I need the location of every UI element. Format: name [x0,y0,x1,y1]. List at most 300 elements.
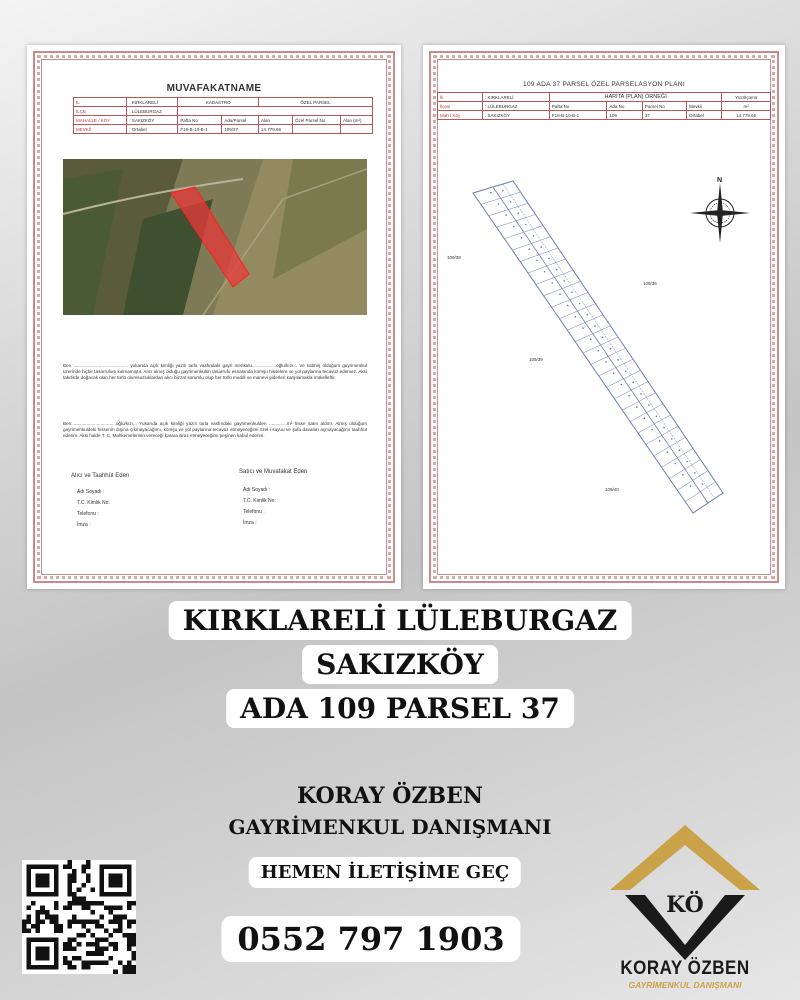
subdivision-line [646,426,678,444]
subdivision-marker [682,474,684,476]
parcel-subdivision-numbers [490,190,703,487]
subdivision-marker [575,316,577,318]
value-alan: 14.779,65 [259,125,293,134]
plan-label-neighbor-southeast: 109/40 [605,487,619,492]
qr-module [95,924,100,929]
qr-module [45,915,50,920]
qr-module [90,910,95,915]
subdivision-marker [533,235,535,237]
qr-module [81,965,86,970]
qr-module [68,947,73,952]
qr-module [77,896,82,901]
qr-module [49,915,54,920]
qr-module [54,915,59,920]
qr-module [127,919,132,924]
cadastre-table [73,97,373,134]
qr-module [104,928,109,933]
label-mahalle: MAHALLE / KÖY [74,116,127,125]
qr-module [77,956,82,961]
subdivision-line [638,415,671,433]
value-il: : KIRKLARELİ [127,98,178,107]
qr-module [131,969,136,974]
subdivision-marker [621,384,623,386]
qr-module [63,947,68,952]
buyer-name-field: Adı Soyadı : [77,489,105,495]
value-ada: 109 [607,111,643,120]
subdivision-line [481,192,521,204]
qr-module [86,928,91,933]
qr-module [36,915,41,920]
subdivision-line [575,326,610,342]
qr-module [131,942,136,947]
document-inner-border [41,59,387,575]
qr-module [86,951,91,956]
qr-module [90,887,95,892]
qr-module [118,919,123,924]
qr-module [86,965,91,970]
qr-module [63,865,68,870]
subdivision-marker [667,451,669,453]
subdivision-line [669,460,700,479]
value-pafta: F18-B-10-B-1 [549,111,607,120]
subdivision-marker [505,214,507,216]
subdivision-marker [548,258,550,260]
value-ilce: : LÜLEBURGAZ [127,107,178,116]
qr-module [49,919,54,924]
subdivision-line [528,259,566,273]
qr-module [72,892,77,897]
qr-module [72,874,77,879]
logo-tagline: GAYRİMENKUL DANIŞMANI [628,980,742,990]
aerial-photo [63,159,367,315]
qr-module [77,901,82,906]
qr-module [68,901,73,906]
qr-module [109,910,114,915]
muvafakatname-document [27,45,401,589]
location-banner-line1: KIRKLARELİ LÜLEBURGAZ [169,601,632,640]
subdivision-marker [594,325,596,327]
qr-module [90,933,95,938]
value-ada-parsel: 109/37 [222,125,259,134]
qr-module [109,933,114,938]
subdivision-marker [628,395,630,397]
logo-mark-icon [600,820,770,960]
qr-module [72,938,77,943]
qr-module [113,906,118,911]
subdivision-marker [648,404,650,406]
subdivision-line [544,281,581,296]
subdivision-line [497,214,536,227]
header-pafta: Pafta No [549,102,607,111]
header-harita: HARİTA (PLAN) ÖRNEĞİ [549,93,722,102]
subdivision-marker [567,305,569,307]
qr-module [127,924,132,929]
subdivision-marker [587,314,589,316]
qr-module [68,883,73,888]
qr-module [68,960,73,965]
qr-module [95,938,100,943]
subdivision-marker [559,293,561,295]
subdivision-marker [525,224,527,226]
qr-module [27,928,32,933]
qr-module [86,878,91,883]
subdivision-marker [510,201,512,203]
value-yuzolcumu: 14.779,65 [722,111,771,120]
qr-module [27,915,32,920]
subdivision-marker [602,337,604,339]
qr-module [95,947,100,952]
qr-module [86,874,91,879]
subdivision-marker [640,393,642,395]
qr-module [68,906,73,911]
qr-module [72,956,77,961]
qr-module [90,942,95,947]
parcel-subdivision-lines [481,192,716,501]
qr-module [109,906,114,911]
plan-label-neighbor-west: 109/38 [447,255,461,260]
subdivision-line [591,348,626,364]
qr-module [90,919,95,924]
subdivision-line [512,237,550,250]
qr-module [22,928,27,933]
qr-module [81,869,86,874]
subdivision-line [552,292,588,307]
qr-module [100,951,105,956]
logo-letters: KÖ [666,892,704,918]
qr-module [72,947,77,952]
subdivision-line [520,248,558,262]
value-mevkii: Ortabel [687,111,722,120]
qr-module [81,960,86,965]
subdivision-marker [498,203,500,205]
qr-module [131,938,136,943]
qr-module [40,910,45,915]
qr-module [45,910,50,915]
subdivision-line [583,337,618,353]
qr-module [118,928,123,933]
qr-module [127,901,132,906]
plan-label-neighbor-south: 109/39 [529,357,543,362]
subdivision-line [662,448,693,467]
qr-module [95,901,100,906]
subdivision-marker [679,449,681,451]
subdivision-line [614,382,648,399]
qr-module [127,960,132,965]
subdivision-marker [663,427,665,429]
qr-module [36,919,41,924]
header-alan: Alan [259,116,293,125]
qr-module [104,938,109,943]
seller-heading: Satıcı ve Muvafakat Eden [239,469,308,475]
qr-module [127,938,132,943]
qr-code-icon[interactable] [22,860,136,974]
qr-module [113,919,118,924]
label-il: İL [74,98,127,107]
qr-module [122,915,127,920]
subdivision-line [622,393,655,410]
subdivision-marker [671,438,673,440]
svg-text:N: N [717,177,723,184]
qr-module [81,896,86,901]
qr-module [81,883,86,888]
qr-module [81,865,86,870]
subdivision-line [536,270,573,284]
qr-module [63,906,68,911]
buyer-tc-field: T.C. Kimlik No: [77,500,110,506]
subdivision-marker [521,237,523,239]
qr-module [113,969,118,974]
qr-module [54,924,59,929]
qr-module [72,901,77,906]
qr-module [127,906,132,911]
value-il: : KIRKLARELİ [483,93,550,102]
header-parsel: Parsel No [643,102,687,111]
value-mah-koy: : SAKIZKÖY [483,111,550,120]
agent-title: GAYRİMENKUL DANIŞMANI [228,815,552,839]
qr-module [113,928,118,933]
seller-name-field: Adı Soyadı : [243,487,271,493]
qr-module [131,951,136,956]
qr-module [86,919,91,924]
qr-module [72,965,77,970]
qr-module [127,933,132,938]
qr-module [68,965,73,970]
qr-module [131,919,136,924]
qr-module [118,906,123,911]
subdivision-marker [656,416,658,418]
subdivision-line [567,315,603,330]
seller-signature-field: İmza : [243,520,257,526]
logo-name: KORAY ÖZBEN [620,956,750,979]
qr-module [68,942,73,947]
subdivision-marker [690,485,692,487]
subdivision-marker [651,429,653,431]
qr-module [68,874,73,879]
qr-module [100,901,105,906]
header-ozel-parsel: ÖZEL PARSEL [259,98,373,107]
subdivision-line [559,304,595,319]
subdivision-marker [536,260,538,262]
subdivision-marker [702,483,704,485]
qr-module [58,924,63,929]
qr-module [86,860,91,865]
qr-module [68,878,73,883]
qr-module [72,878,77,883]
qr-module [81,933,86,938]
qr-module [100,960,105,965]
qr-module [58,928,63,933]
qr-module [63,942,68,947]
phone-number[interactable]: 0552 797 1903 [221,916,520,962]
subdivision-line [630,404,663,422]
qr-module [122,969,127,974]
plan-table [437,92,771,120]
header-ada-parsel: Ada/Parsel [222,116,259,125]
qr-module [131,956,136,961]
subdivision-marker [571,291,573,293]
qr-module [127,942,132,947]
buyer-phone-field: Telefonu : [77,511,99,517]
qr-module [81,919,86,924]
qr-module [68,865,73,870]
subdivision-marker [636,406,638,408]
header-ozel-parsel-no: Özel Parsel No [293,116,341,125]
qr-module [27,906,32,911]
consent-paragraph-buyer: Ben...................................oğlu/kızı... Yukarıda açık kimliği yazılı tarla vasfındaki gayrimenkulden ..............m² hisse satın aldım. Almış olduğum gayrimenkuldeki hissenin dışına çıkmayacağımı, komşu ve yol paylarına tecavüz etmeyeceğimi özel-i suyuu ve şufa davaları açmayacağımı taahhüt ederim. Aksi halde T. C. Mahkemelerinin vereceği karara itiraz etmeyeceğimi peşinen kabul ederim. [63,421,367,438]
seller-phone-field: Telefonu : [243,509,265,515]
qr-module [40,919,45,924]
north-arrow-icon [685,175,755,245]
subdivision-marker [502,190,504,192]
parcel-plan-document [423,45,785,589]
qr-module [104,906,109,911]
qr-module [68,887,73,892]
qr-module [86,865,91,870]
qr-module [100,947,105,952]
qr-module [72,869,77,874]
value-ilcesi: : LÜLEBURGAZ [483,102,550,111]
qr-module [68,924,73,929]
qr-module [86,901,91,906]
koray-ozben-logo [600,820,770,995]
subdivision-marker [605,361,607,363]
value-mevkii: : Ortabel [127,125,178,134]
qr-module [36,924,41,929]
subdivision-marker [582,327,584,329]
qr-module [95,942,100,947]
qr-module [72,896,77,901]
qr-module [81,924,86,929]
qr-module [22,919,27,924]
qr-module [95,919,100,924]
buyer-heading: Alıcı ve Taahhüt Eden [71,473,130,479]
qr-module [40,906,45,911]
qr-module [113,947,118,952]
subdivision-line [504,226,543,239]
qr-module [131,965,136,970]
label-ilce: İLÇE [74,107,127,116]
qr-module [68,938,73,943]
subdivision-marker [540,246,542,248]
qr-module [118,915,123,920]
qr-module [109,956,114,961]
header-pafta: Pafta No [178,116,222,125]
header-alan-m2: Alan (m²) [341,116,373,125]
qr-module [72,915,77,920]
buyer-signature-field: İmza : [77,522,91,528]
subdivision-marker [613,372,615,374]
qr-module [95,951,100,956]
qr-module [104,947,109,952]
qr-module [54,928,59,933]
seller-tc-field: T.C. Kimlik No: [243,498,276,504]
qr-module [68,892,73,897]
qr-module [72,919,77,924]
qr-module [77,919,82,924]
qr-module [131,901,136,906]
subdivision-marker [659,440,661,442]
label-mah-koy: Mah / Köy [438,111,483,120]
label-mevkii: MEVKİİ [74,125,127,134]
qr-module [113,942,118,947]
qr-module [54,906,59,911]
qr-module [95,960,100,965]
subdivision-marker [590,339,592,341]
qr-module [109,942,114,947]
qr-module [90,951,95,956]
qr-module [104,960,109,965]
subdivision-marker [551,282,553,284]
qr-module [118,960,123,965]
qr-module [54,919,59,924]
qr-module [77,933,82,938]
qr-module [31,924,36,929]
qr-module [127,969,132,974]
subdivision-marker [513,226,515,228]
qr-module [86,906,91,911]
subdivision-marker [617,359,619,361]
header-m2: m² [722,102,771,111]
header-ada: Ada No [607,102,643,111]
header-kadastro: KADASTRO [178,98,259,107]
consent-paragraph-seller: Ben ........................................... yukarıda açık kimliği yazılı tarla vasfındaki gayri menkulu...................oğlu/kızı... Ve satmış olduğum gayrimenkul üzerinde hiçbir tasarrufum kalmamıştır. Alıcı almış olduğu gayrimenkulün tasarrufu esnasında komşu hisselere ve yol paylarına tecavüz edemez. Aksi takdirde doğacak olan her türlü olumsuzluklardan alıcı bizzat sorumlu olup her türlü maddi ve manevi giderleri karşılamakla mükelleftir. [63,363,367,380]
subdivision-marker [556,269,558,271]
qr-module [77,942,82,947]
qr-module [90,901,95,906]
qr-module [54,901,59,906]
subdivision-marker [490,192,492,194]
agent-name: KORAY ÖZBEN [296,783,483,809]
qr-module [100,938,105,943]
qr-module [22,924,27,929]
header-yuzolcumu: Yüzölçümü [722,93,771,102]
qr-module [86,942,91,947]
qr-module [113,915,118,920]
value-parsel: 37 [643,111,687,120]
qr-module [100,924,105,929]
location-banner-line3: ADA 109 PARSEL 37 [226,689,574,728]
subdivision-marker [644,418,646,420]
qr-module [77,887,82,892]
subdivision-marker [579,303,581,305]
label-il: İli [438,93,483,102]
document-title: MUVAFAKATNAME [166,83,262,94]
qr-module [118,924,123,929]
subdivision-marker [633,382,635,384]
subdivision-marker [625,370,627,372]
qr-module [127,965,132,970]
qr-module [122,965,127,970]
contact-cta: HEMEN İLETİŞİME GEÇ [249,857,521,888]
qr-module [81,901,86,906]
label-ilcesi: İlçesi [438,102,483,111]
header-mevkii: Mevkii [687,102,722,111]
subdivision-marker [686,461,688,463]
qr-module [109,919,114,924]
qr-module [90,960,95,965]
plan-label-neighbor-east: 109/36 [643,281,657,286]
subdivision-marker [610,348,612,350]
qr-module [63,960,68,965]
location-banner-line2: SAKIZKÖY [302,645,498,684]
subdivision-marker [598,350,600,352]
qr-module [63,956,68,961]
subdivision-line [607,370,641,387]
qr-module [86,960,91,965]
qr-module [131,933,136,938]
qr-module [36,928,41,933]
subdivision-marker [517,212,519,214]
